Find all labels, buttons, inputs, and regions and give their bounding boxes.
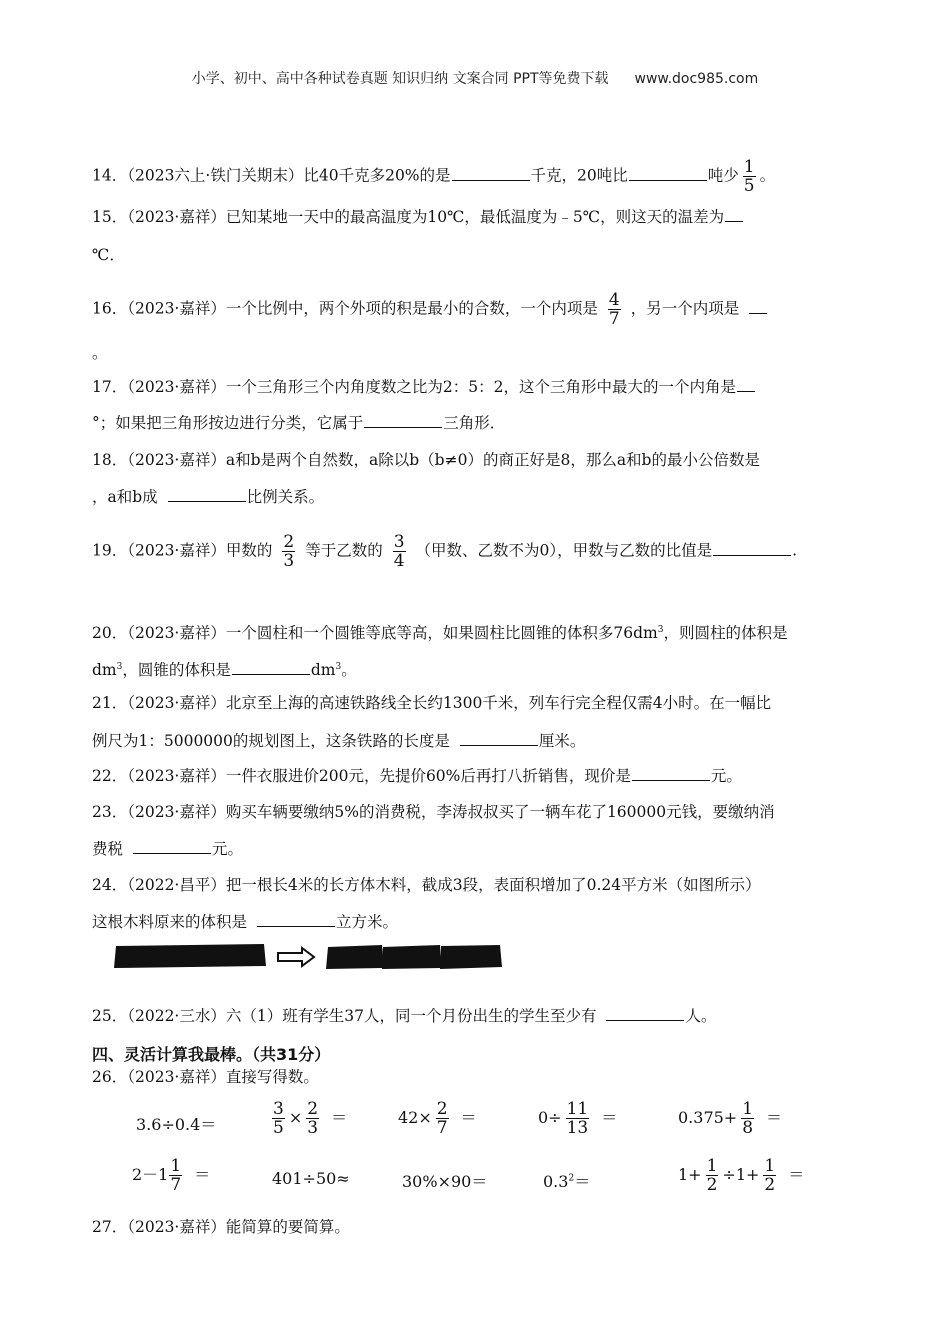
fraction — [169, 1157, 182, 1194]
question-text: 。 — [92, 344, 108, 362]
question-17-cont — [92, 412, 505, 434]
question-number: 25． — [92, 1007, 128, 1025]
question-21-cont — [92, 730, 585, 752]
operand: 42× — [398, 1108, 432, 1127]
question-22 — [92, 765, 742, 787]
superscript: 3 — [116, 662, 123, 672]
right-arrow-icon — [278, 948, 314, 966]
question-text: 等于乙数的 — [305, 541, 383, 560]
superscript: 2 — [568, 1173, 575, 1184]
question-text: 人。 — [685, 1007, 717, 1025]
fraction — [282, 533, 295, 570]
denominator: 8 — [742, 1118, 754, 1138]
question-number: 17． — [92, 378, 128, 396]
denominator: 3 — [283, 551, 295, 571]
equals: ＝ — [788, 1165, 805, 1184]
answer-blank[interactable] — [460, 731, 538, 746]
cut-wood-piece-3 — [440, 945, 502, 969]
answer-blank[interactable] — [725, 207, 743, 222]
denominator: 5 — [273, 1118, 284, 1138]
numerator: 3 — [273, 1099, 284, 1119]
question-source: （2023·嘉祥） — [127, 299, 226, 318]
header-text: 小学、初中、高中各种试卷真题 知识归纳 文案合同 PPT等免费下载 — [191, 71, 609, 87]
calc-item-6 — [132, 1157, 210, 1194]
question-number: 24． — [92, 876, 128, 894]
fraction — [272, 1100, 285, 1137]
equals: ＝ — [766, 1108, 783, 1127]
operator: ÷1+ — [722, 1165, 760, 1184]
denominator: 2 — [706, 1175, 718, 1195]
operator: × — [288, 1108, 303, 1127]
numerator: 1 — [170, 1156, 182, 1176]
question-24-cont — [92, 911, 398, 933]
question-18 — [92, 449, 760, 471]
answer-blank[interactable] — [632, 766, 710, 781]
question-number: 22． — [92, 767, 128, 785]
question-text: 把一根长4米的长方体木料，截成3段，表面积增加了0.24平方米（如图所示） — [225, 876, 761, 894]
question-text: 。 — [341, 661, 357, 680]
question-16 — [92, 291, 768, 328]
question-source: （2023·嘉祥） — [127, 1218, 226, 1236]
denominator: 3 — [307, 1118, 319, 1138]
question-20 — [92, 619, 787, 644]
calc-item-1: 3.6÷0.4＝ — [136, 1115, 217, 1134]
question-source: （2023·嘉祥） — [127, 694, 226, 712]
question-source: （2023六上·铁门关期末） — [127, 166, 304, 185]
question-number: 18． — [92, 451, 128, 469]
answer-blank[interactable] — [713, 541, 791, 556]
fraction — [763, 1157, 776, 1194]
question-source: （2023·嘉祥） — [127, 767, 226, 785]
question-20-cont — [92, 656, 357, 681]
question-source: （2022·昌平） — [127, 876, 226, 894]
question-text: 立方米。 — [336, 913, 399, 931]
question-number: 16． — [92, 299, 128, 318]
question-source: （2023·嘉祥） — [127, 378, 226, 396]
question-text: 六（1）班有学生37人，同一个月份出生的学生至少有 — [225, 1007, 597, 1025]
denominator: 13 — [566, 1118, 589, 1138]
question-text: （甲数、乙数不为0），甲数与乙数的比值是 — [415, 541, 713, 560]
question-18-cont — [92, 486, 324, 508]
question-text: 比40千克多20%的是 — [303, 166, 451, 185]
question-23 — [92, 801, 775, 823]
calc-item-5 — [678, 1100, 782, 1137]
question-text: 。 — [759, 166, 776, 185]
question-17 — [92, 376, 756, 398]
equals: ＝ — [601, 1108, 618, 1127]
answer-blank[interactable] — [629, 166, 707, 181]
question-text: 元。 — [212, 840, 244, 858]
answer-blank[interactable] — [606, 1006, 684, 1021]
fraction — [743, 158, 756, 195]
question-text: ，则圆柱的体积是 — [663, 624, 788, 643]
numerator: 2 — [307, 1099, 319, 1119]
equals: ＝ — [331, 1108, 348, 1127]
question-text: 一个圆柱和一个圆锥等底等高，如果圆柱比圆锥的体积多76dm — [225, 624, 658, 643]
fraction — [306, 1100, 319, 1137]
question-25 — [92, 1005, 716, 1027]
question-14 — [92, 158, 775, 195]
numerator: 1 — [764, 1156, 776, 1176]
answer-blank[interactable] — [737, 377, 755, 392]
superscript: 3 — [657, 625, 664, 635]
fraction — [741, 1100, 754, 1137]
operand: 1+ — [678, 1165, 702, 1184]
question-text: 一个比例中，两个外项的积是最小的合数，一个内项是 — [225, 299, 598, 318]
numerator: 1 — [743, 157, 755, 177]
equals: ＝ — [574, 1172, 591, 1191]
fraction — [393, 533, 406, 570]
question-16-cont — [92, 342, 108, 364]
question-text: 三角形． — [443, 414, 506, 432]
operand: 0.3 — [543, 1172, 569, 1191]
question-source: （2023·嘉祥） — [127, 624, 226, 643]
question-text: ，圆锥的体积是 — [122, 661, 231, 680]
calc-item-7: 401÷50≈ — [272, 1169, 350, 1188]
question-text: a和b是两个自然数，a除以b（b≠0）的商正好是8，那么a和b的最小公倍数是 — [225, 451, 760, 469]
question-text: dm — [92, 661, 117, 680]
numerator: 1 — [706, 1156, 718, 1176]
question-source: （2023·嘉祥） — [127, 803, 226, 821]
question-text: dm — [310, 661, 336, 680]
fraction — [566, 1100, 590, 1137]
denominator: 2 — [764, 1175, 776, 1195]
question-text: 例尺为1：5000000的规划图上，这条铁路的长度是 — [92, 732, 450, 750]
operand: 2－1 — [132, 1165, 169, 1184]
question-text: 甲数的 — [225, 541, 273, 560]
answer-blank[interactable] — [364, 413, 442, 428]
question-source: （2023·嘉祥） — [127, 1068, 226, 1086]
question-19 — [92, 533, 797, 570]
answer-blank[interactable] — [133, 839, 211, 854]
question-text: ℃． — [92, 246, 125, 264]
equals: ＝ — [460, 1108, 477, 1127]
question-23-cont — [92, 838, 243, 860]
question-21 — [92, 692, 771, 714]
header-url[interactable]: www.doc985.com — [634, 71, 759, 87]
question-15 — [92, 206, 744, 228]
question-24 — [92, 874, 761, 896]
numerator: 11 — [566, 1099, 589, 1119]
question-number: 21． — [92, 694, 128, 712]
operand: 0÷ — [538, 1108, 562, 1127]
question-number: 14． — [92, 166, 128, 185]
cut-wood-piece-1 — [326, 945, 384, 969]
numerator: 3 — [393, 532, 405, 552]
calc-item-8: 30%×90＝ — [402, 1172, 488, 1191]
question-text: 这根木料原来的体积是 — [92, 913, 248, 931]
question-text: 厘米。 — [538, 732, 586, 750]
question-27 — [92, 1216, 350, 1238]
operand: 0.375+ — [678, 1108, 738, 1127]
question-26 — [92, 1066, 319, 1088]
numerator: 2 — [436, 1099, 448, 1119]
question-source: （2023·嘉祥） — [127, 208, 226, 226]
question-number: 26． — [92, 1068, 128, 1086]
calc-item-4 — [538, 1100, 617, 1137]
fraction — [436, 1100, 449, 1137]
answer-blank[interactable] — [452, 166, 530, 181]
cut-wood-piece-2 — [382, 945, 441, 969]
question-text: 已知某地一天中的最高温度为10℃，最低温度为﹣5℃，则这天的温差为 — [225, 208, 725, 226]
calc-item-9 — [543, 1169, 590, 1192]
question-15-cont — [92, 244, 125, 266]
calc-item-3 — [398, 1100, 477, 1137]
denominator: 7 — [170, 1175, 182, 1195]
calc-item-10 — [678, 1157, 804, 1194]
answer-blank[interactable] — [232, 660, 310, 675]
question-text: 费税 — [92, 840, 124, 858]
question-text: ，另一个内项是 — [630, 299, 740, 318]
denominator: 5 — [743, 176, 755, 196]
whole-wood-block — [114, 944, 266, 968]
answer-blank[interactable] — [257, 912, 335, 927]
answer-blank[interactable] — [749, 299, 767, 314]
question-text: 直接写得数。 — [225, 1068, 319, 1086]
question-text: °；如果把三角形按边进行分类，它属于 — [92, 414, 364, 432]
denominator: 7 — [436, 1118, 448, 1138]
question-source: （2022·三水） — [127, 1007, 226, 1025]
equals: ＝ — [194, 1165, 211, 1184]
question-text: 一个三角形三个内角度数之比为2：5：2，这个三角形中最大的一个内角是 — [225, 378, 736, 396]
question-text: 元。 — [710, 767, 742, 785]
question-text: ，a和b成 — [92, 488, 158, 506]
question-number: 19． — [92, 541, 128, 560]
fraction — [608, 291, 621, 328]
denominator: 4 — [393, 551, 405, 571]
question-text: 比例关系。 — [246, 488, 325, 506]
question-source: （2023·嘉祥） — [127, 451, 226, 469]
question-text: . — [792, 541, 798, 560]
page-header — [0, 68, 950, 88]
wood-cut-figure — [110, 942, 510, 972]
superscript: 3 — [335, 662, 342, 672]
question-number: 15． — [92, 208, 128, 226]
answer-blank[interactable] — [168, 487, 246, 502]
numerator: 1 — [742, 1099, 754, 1119]
question-text: 北京至上海的高速铁路线全长约1300千米，列车行完全程仅需4小时。在一幅比 — [225, 694, 772, 712]
question-number: 23． — [92, 803, 128, 821]
calc-item-2 — [268, 1100, 347, 1137]
question-number: 20． — [92, 624, 128, 643]
denominator: 7 — [608, 309, 620, 329]
question-text: 一件衣服进价200元，先提价60%后再打八折销售，现价是 — [225, 767, 631, 785]
numerator: 2 — [283, 532, 295, 552]
fraction — [706, 1157, 719, 1194]
question-text: 吨少 — [707, 166, 739, 185]
question-text: 千克，20吨比 — [530, 166, 628, 185]
question-text: 能简算的要简算。 — [225, 1218, 350, 1236]
question-number: 27． — [92, 1218, 128, 1236]
question-source: （2023·嘉祥） — [127, 541, 226, 560]
numerator: 4 — [608, 290, 620, 310]
section-title: 四、灵活计算我最棒。（共31分） — [92, 1045, 331, 1064]
question-text: 购买车辆要缴纳5%的消费税，李涛叔叔买了一辆车花了160000元钱，要缴纳消 — [225, 803, 775, 821]
